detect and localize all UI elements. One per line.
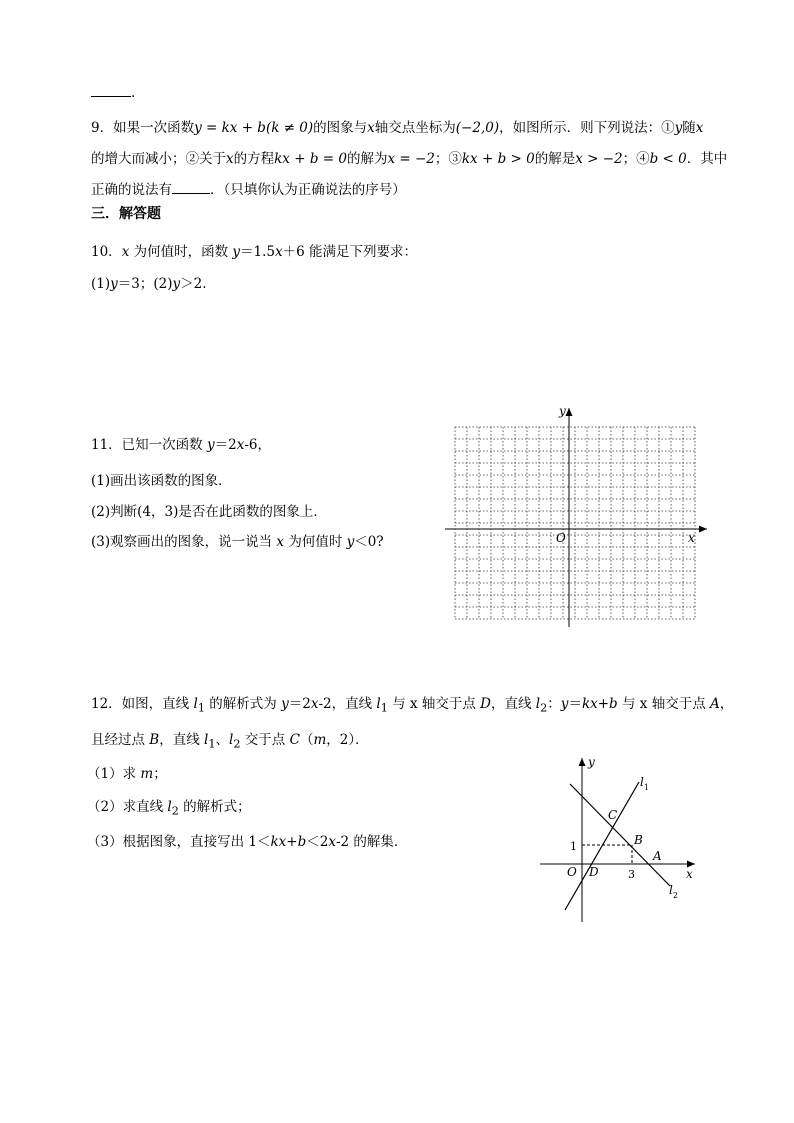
q12-item-1 bbox=[87, 762, 167, 782]
q12-sub: 2 bbox=[540, 701, 548, 715]
q12-text: （2）求直线 bbox=[87, 799, 168, 815]
q12-var: l bbox=[376, 696, 381, 712]
tick-3-label: 3 bbox=[628, 868, 635, 881]
y-axis-label: y bbox=[588, 755, 595, 769]
q9-equation: kx + b = 0 bbox=[274, 151, 347, 167]
q11-line-1 bbox=[91, 433, 271, 453]
q9-text: 的增大而减小；②关于 bbox=[91, 151, 226, 167]
q11-text: 为何值时 bbox=[284, 534, 347, 550]
q12-text: 12．如图，直线 bbox=[91, 696, 194, 712]
q11-text: ＜0? bbox=[354, 534, 384, 550]
answer-blank bbox=[172, 181, 210, 194]
q12-var: l bbox=[167, 799, 172, 815]
q12-text: 的解析式为 bbox=[204, 696, 282, 712]
q12-text: 且经过点 bbox=[91, 732, 150, 748]
q10-var: x bbox=[275, 244, 283, 260]
q12-item-3 bbox=[87, 830, 407, 850]
q12-var: l bbox=[535, 696, 541, 712]
x-axis-arrow-icon bbox=[699, 526, 707, 533]
x-axis-label: x bbox=[688, 531, 695, 545]
q11-coordinate-grid bbox=[440, 400, 710, 632]
q9-text: 的图象与 bbox=[313, 120, 368, 136]
q12-text: ，直线 bbox=[491, 696, 536, 712]
line-l2 bbox=[570, 784, 670, 886]
l2-letter: l bbox=[669, 883, 673, 897]
q12-text: 的解析式； bbox=[178, 799, 251, 815]
q10-text: 为何值时，函数 bbox=[129, 244, 233, 260]
q12-text: （3）根据图象，直接写出 1＜ bbox=[87, 834, 271, 850]
q11-var: x bbox=[276, 534, 285, 550]
q12-var: b bbox=[297, 834, 307, 850]
q9-line-1 bbox=[91, 116, 703, 136]
q9-var: x bbox=[695, 120, 704, 136]
q11-var: x bbox=[236, 437, 245, 453]
point-D-label: D bbox=[589, 865, 599, 879]
q9-text: 的解是 bbox=[534, 151, 576, 167]
q12-var: kx bbox=[581, 696, 598, 712]
q12-text: 与 x 轴交于点 bbox=[387, 696, 481, 712]
q12-text: （ bbox=[299, 732, 314, 748]
q12-text: -2 的解集． bbox=[335, 834, 408, 850]
q12-var: A bbox=[709, 696, 720, 712]
q12-figure bbox=[535, 750, 700, 925]
q9-line-2 bbox=[91, 147, 727, 167]
q12-text: 与 x 轴交于点 bbox=[617, 696, 710, 712]
q11-item-3 bbox=[91, 530, 384, 550]
q10-line-1 bbox=[91, 240, 417, 260]
q9-text: ．（只填你认为正确说法的序号） bbox=[210, 182, 406, 198]
q9-point: (−2,0) bbox=[455, 120, 500, 136]
q12-text: ＜2 bbox=[306, 834, 329, 850]
q12-line-1 bbox=[91, 692, 733, 715]
top-answer-blank-line bbox=[91, 84, 135, 101]
q12-sub: 1 bbox=[208, 737, 216, 751]
q12-text: ； bbox=[153, 766, 167, 782]
q12-text: ， bbox=[719, 696, 734, 712]
q11-text: -6， bbox=[244, 437, 271, 453]
q9-line-3 bbox=[91, 178, 406, 198]
q9-solution: x > −2 bbox=[575, 151, 623, 167]
q12-text: ，直线 bbox=[159, 732, 205, 748]
y-axis-label: y bbox=[559, 404, 566, 418]
q12-var: y bbox=[560, 696, 569, 712]
q12-text: ＝2 bbox=[288, 696, 311, 712]
q12-text: + bbox=[286, 834, 298, 850]
q9-var: y bbox=[674, 120, 683, 136]
q9-text: ；③ bbox=[434, 151, 462, 167]
q12-var: y bbox=[281, 696, 289, 712]
q10-text: ＋6 能满足下列要求： bbox=[282, 244, 418, 260]
q12-text: -2，直线 bbox=[318, 696, 377, 712]
q9-text: ；④ bbox=[622, 151, 650, 167]
q11-text: 11．已知一次函数 bbox=[91, 437, 207, 453]
q11-var: y bbox=[346, 534, 355, 550]
l2-subscript: 2 bbox=[672, 891, 678, 900]
q9-text: 正确的说法有 bbox=[91, 182, 172, 198]
q9-text: ．其中 bbox=[686, 151, 728, 167]
q10-var: y bbox=[232, 244, 241, 260]
q10-text: ＝3；(2) bbox=[117, 276, 173, 292]
q10-var: y bbox=[172, 276, 181, 292]
q12-var: x bbox=[310, 696, 319, 712]
section-title: 三．解答题 bbox=[91, 206, 161, 222]
q12-sub: 2 bbox=[233, 737, 241, 751]
point-C-label: C bbox=[608, 808, 618, 822]
answer-blank bbox=[91, 84, 131, 97]
point-A-label: A bbox=[653, 849, 662, 863]
q12-var: C bbox=[289, 732, 300, 748]
q12-text: 、 bbox=[215, 732, 230, 748]
q12-text: ＝ bbox=[568, 696, 582, 712]
q12-var: D bbox=[480, 696, 491, 712]
q12-var: l bbox=[229, 732, 234, 748]
q9-inequality: kx + b > 0 bbox=[461, 151, 535, 167]
q9-var: x bbox=[367, 120, 375, 136]
q12-var: B bbox=[149, 732, 160, 748]
line-l1-label bbox=[640, 775, 649, 792]
q10-text: ＝1.5 bbox=[240, 244, 276, 260]
grid-lines bbox=[455, 427, 695, 619]
q12-item-2 bbox=[87, 795, 251, 818]
q9-text: ，如图所示．则下列说法：① bbox=[499, 120, 675, 136]
q11-text: ＝2 bbox=[214, 437, 237, 453]
q11-item-2: (2)判断(4，3)是否在此函数的图象上． bbox=[91, 504, 327, 520]
x-axis-label: x bbox=[686, 867, 693, 881]
q12-var: l bbox=[193, 696, 198, 712]
q12-text: ，2）． bbox=[326, 732, 369, 748]
line-l2-label bbox=[669, 883, 678, 900]
q11-text: (3)观察画出的图象，说一说当 bbox=[91, 534, 277, 550]
q9-text: 的解为 bbox=[346, 151, 388, 167]
q11-item-1: (1)画出该函数的图象． bbox=[91, 473, 232, 489]
q10-var: y bbox=[110, 276, 118, 292]
q9-number: 9． bbox=[91, 120, 114, 136]
q12-var: l bbox=[204, 732, 209, 748]
q9-text: 的方程 bbox=[233, 151, 275, 167]
q12-var: kx bbox=[270, 834, 287, 850]
l1-letter: l bbox=[640, 775, 644, 789]
q11-var: y bbox=[206, 437, 215, 453]
q9-text: 如果一次函数 bbox=[113, 120, 195, 136]
q12-line-2 bbox=[91, 728, 369, 751]
q12-var: m bbox=[313, 732, 327, 748]
origin-label: O bbox=[567, 865, 577, 879]
q12-text: ： bbox=[547, 696, 561, 712]
q12-var: x bbox=[328, 834, 336, 850]
q10-var: x bbox=[121, 244, 130, 260]
q9-var: x bbox=[226, 151, 234, 167]
q10-text: ＞2. bbox=[180, 276, 207, 292]
q12-text: （1）求 bbox=[87, 766, 141, 782]
q12-text: + bbox=[597, 696, 610, 712]
tick-1-label: 1 bbox=[570, 840, 577, 853]
q12-text: 交于点 bbox=[240, 732, 290, 748]
blank-tail: . bbox=[131, 85, 136, 101]
q12-var: b bbox=[609, 696, 618, 712]
q9-text: 随 bbox=[682, 120, 696, 136]
q9-condition: b < 0 bbox=[649, 151, 687, 167]
q9-solution: x = −2 bbox=[387, 151, 435, 167]
q10-text: 10． bbox=[91, 244, 122, 260]
q12-sub: 1 bbox=[380, 701, 388, 715]
q9-function: y = kx + b(k ≠ 0) bbox=[194, 120, 314, 136]
l1-subscript: 1 bbox=[643, 783, 649, 792]
y-axis-arrow-icon bbox=[579, 758, 586, 766]
q10-text: (1) bbox=[91, 276, 111, 292]
q12-sub: 2 bbox=[171, 804, 179, 818]
q12-sub: 1 bbox=[197, 701, 205, 715]
q12-var: m bbox=[140, 766, 154, 782]
q9-text: 轴交点坐标为 bbox=[374, 120, 456, 136]
y-axis-arrow-icon bbox=[566, 408, 573, 416]
q10-line-2 bbox=[91, 272, 207, 292]
point-B-label: B bbox=[634, 833, 643, 847]
origin-label: O bbox=[556, 531, 566, 545]
